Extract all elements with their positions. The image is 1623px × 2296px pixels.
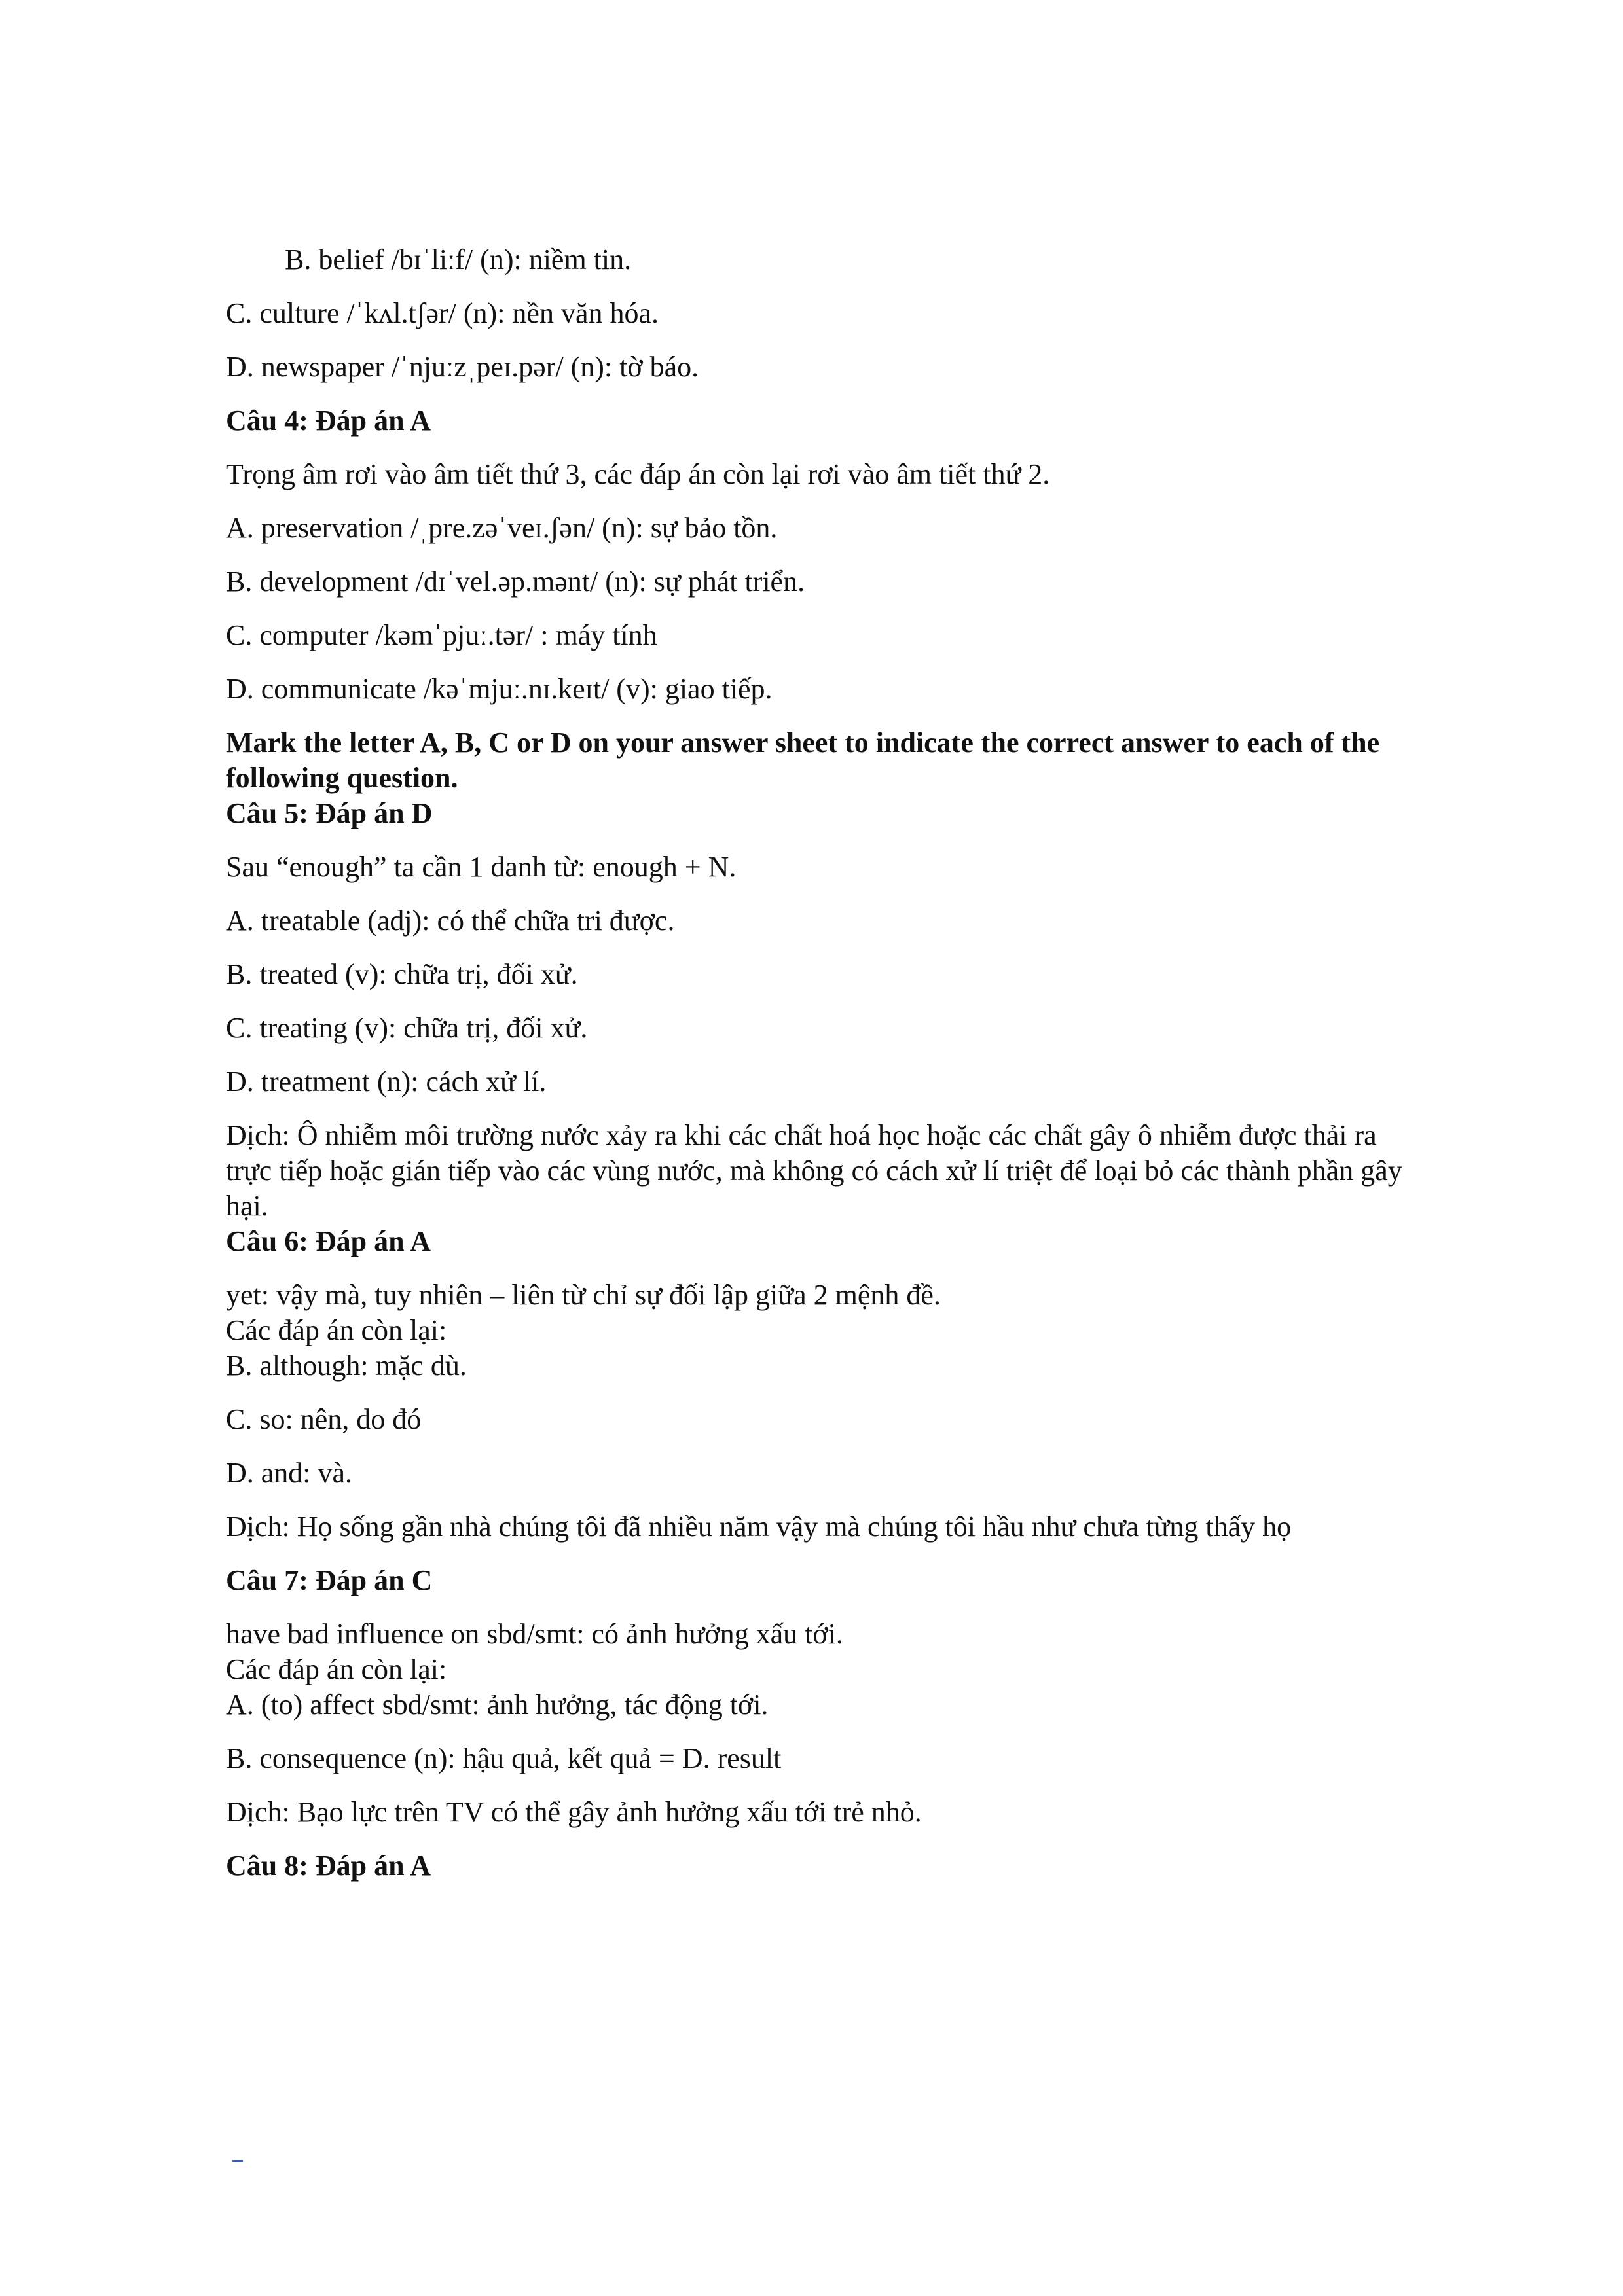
explanation-line: Trọng âm rơi vào âm tiết thứ 3, các đáp án còn lại rơi vào âm tiết thứ 2. — [226, 458, 1050, 490]
explanation-line: Các đáp án còn lại: — [226, 1314, 447, 1346]
option-line: C. so: nên, do đó — [226, 1403, 422, 1435]
footer-mark — [232, 2160, 243, 2162]
option-line: C. computer /kəmˈpjuː.tər/ : máy tính — [226, 619, 657, 651]
option-line: C. treating (v): chữa trị, đối xử. — [226, 1012, 588, 1044]
option-line: B. consequence (n): hậu quả, kết quả = D. result — [226, 1742, 782, 1774]
explanation-line: Các đáp án còn lại: — [226, 1653, 447, 1685]
explanation-line: have bad influence on sbd/smt: có ảnh hưởng xấu tới. — [226, 1618, 843, 1650]
option-line: D. and: và. — [226, 1457, 353, 1489]
question-heading: Câu 5: Đáp án D — [226, 797, 433, 829]
question-heading: Câu 7: Đáp án C — [226, 1564, 433, 1596]
option-line: C. culture /ˈkʌl.tʃər/ (n): nền văn hóa. — [226, 297, 659, 329]
translation-line: Dịch: Họ sống gần nhà chúng tôi đã nhiều năm vậy mà chúng tôi hầu như chưa từng thấy họ — [226, 1511, 1292, 1543]
explanation-line: Sau “enough” ta cần 1 danh từ: enough + N. — [226, 851, 737, 883]
option-line: B. belief /bɪˈliːf/ (n): niềm tin. — [285, 243, 632, 276]
translation-line: Dịch: Bạo lực trên TV có thể gây ảnh hưởng xấu tới trẻ nhỏ. — [226, 1796, 922, 1828]
document-body — [226, 242, 1424, 1884]
option-line: A. preservation /ˌpre.zəˈveɪ.ʃən/ (n): sự bảo tồn. — [226, 512, 778, 544]
option-line: D. communicate /kəˈmjuː.nɪ.keɪt/ (v): giao tiếp. — [226, 673, 773, 705]
question-heading: Câu 8: Đáp án A — [226, 1850, 431, 1882]
option-line: A. treatable (adj): có thể chữa tri được. — [226, 905, 675, 937]
option-line: B. development /dɪˈvel.əp.mənt/ (n): sự phát triển. — [226, 565, 805, 598]
question-heading: Câu 4: Đáp án A — [226, 404, 431, 437]
option-line: D. newspaper /ˈnjuːzˌpeɪ.pər/ (n): tờ báo. — [226, 351, 699, 383]
option-line: D. treatment (n): cách xử lí. — [226, 1066, 547, 1098]
translation-paragraph: Dịch: Ô nhiễm môi trường nước xảy ra khi các chất hoá học hoặc các chất gây ô nhiễm được thải ra trực tiếp hoặc gián tiếp vào các vùng nước, mà không có cách xử lí triệt để loại bỏ các thành phần gây hại. — [226, 1119, 1402, 1222]
section-instruction: Mark the letter A, B, C or D on your answer sheet to indicate the correct answer to each of the following question. — [226, 726, 1380, 794]
explanation-line: yet: vậy mà, tuy nhiên – liên từ chỉ sự đối lập giữa 2 mệnh đề. — [226, 1279, 941, 1311]
option-line: B. treated (v): chữa trị, đối xử. — [226, 958, 578, 990]
question-heading: Câu 6: Đáp án A — [226, 1225, 431, 1257]
option-line: A. (to) affect sbd/smt: ảnh hưởng, tác động tới. — [226, 1689, 769, 1721]
option-line: B. although: mặc dù. — [226, 1350, 467, 1382]
